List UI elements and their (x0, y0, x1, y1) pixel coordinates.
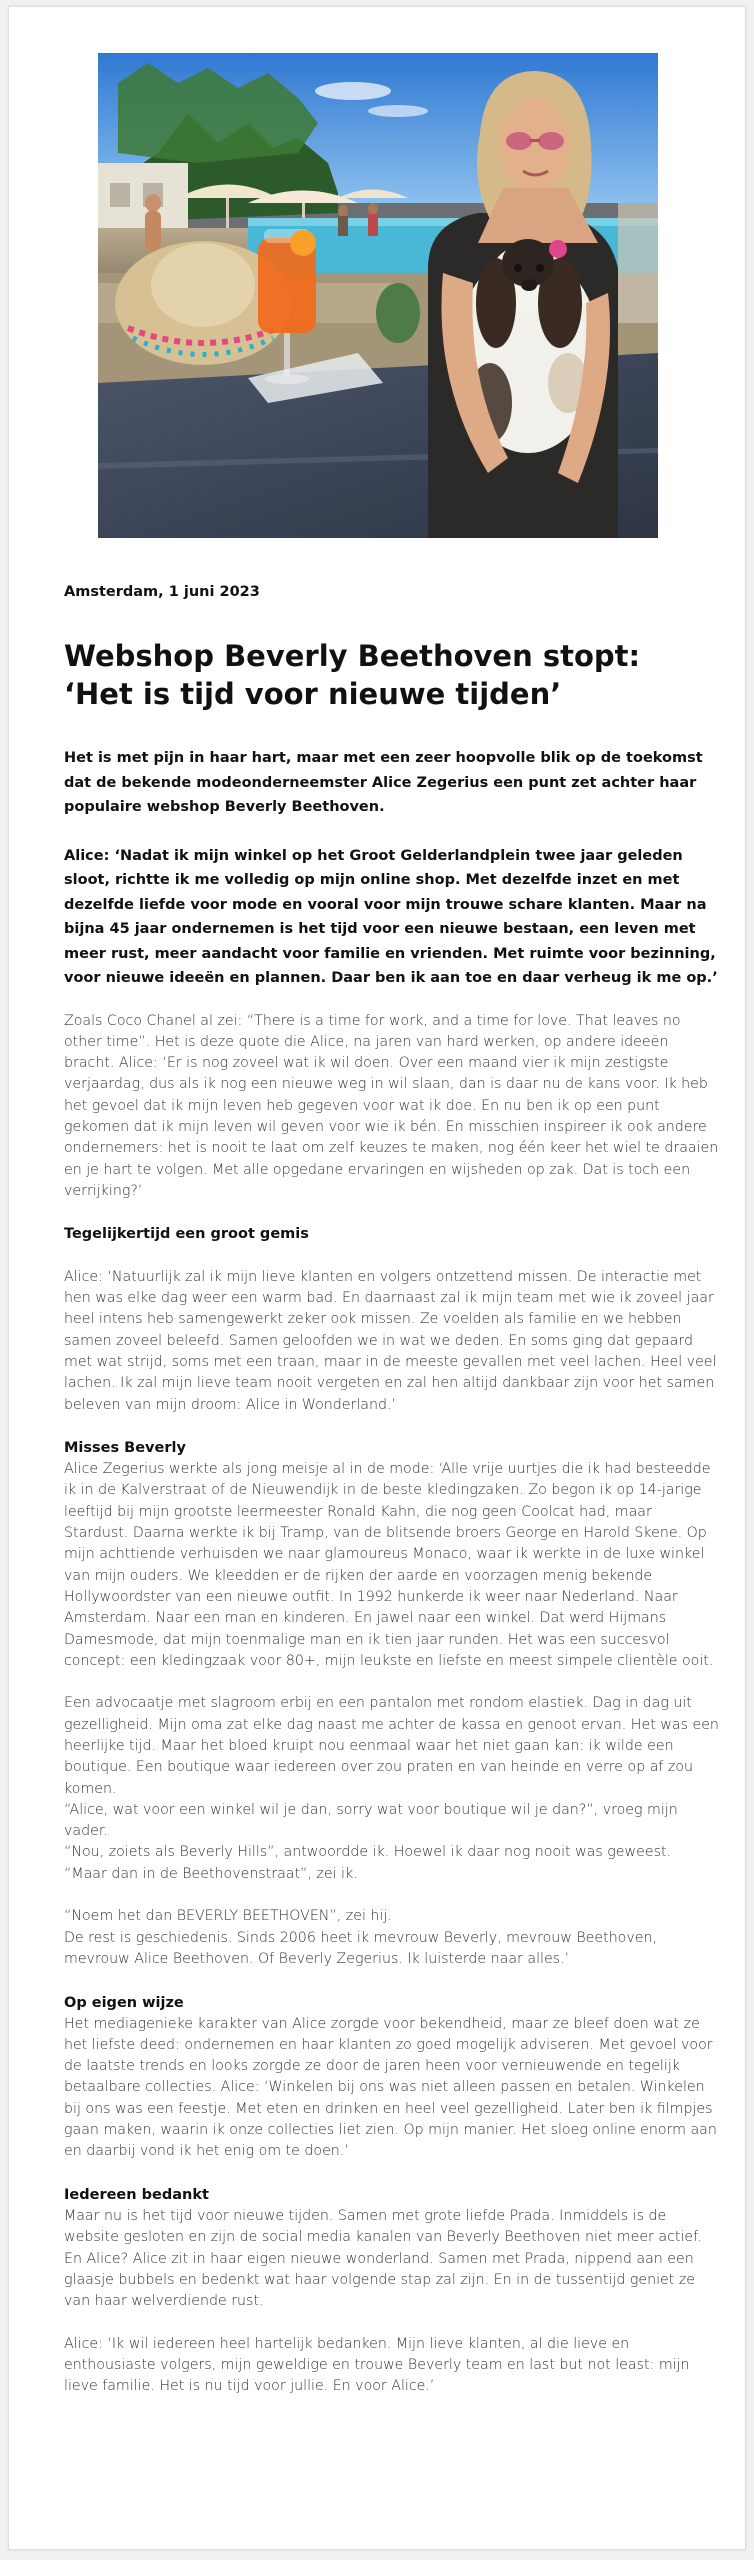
dateline: Amsterdam, 1 juni 2023 (64, 584, 260, 600)
paragraph-5b: De rest is geschiedenis. Sinds 2006 heet ik mevrouw Beverly, mevrouw Beethoven, mevrouw Alice Beethoven. Of Beverly Zegerius. Ik luisterde naar alles.’ (64, 1929, 657, 1967)
paragraph-4-quote-3: “Maar dan in de Beethovenstraat”, zei ik. (64, 1865, 358, 1882)
hero-photo (98, 53, 658, 538)
article-card (8, 6, 746, 2550)
section-heading-misses-beverly: Misses Beverly (64, 1440, 186, 1457)
paragraph-4-quote-2: “Nou, zoiets als Beverly Hills”, antwoordde ik. Hoewel ik daar nog nooit was geweest. (64, 1844, 672, 1861)
paragraph-2: Alice: ‘Natuurlijk zal ik mijn lieve klanten en volgers ontzettend missen. De interactie met hen was elke dag weer een warm bad. En daarnaast zal ik mijn team met wie ik zoveel jaar heel intens heb samengewerkt zeker ook missen. Ze voelden als familie en we hebben samen zoveel beleefd. Samen geloofden we in wat we deden. En soms ging dat gepaard met wat strijd, soms met een traan, maar in de meeste gevallen met veel lachen. Heel veel lachen. Ik zal mijn lieve team nooit vergeten en zal hen altijd dankbaar zijn voor het samen beleven van mijn droom: Alice in Wonderland.’ (64, 1268, 717, 1413)
lead-paragraph-1: Het is met pijn in haar hart, maar met een zeer hoopvolle blik op de toekomst dat de bekende modeonderneemster Alice Zegerius een punt zet achter haar populaire webshop Beverly Beethoven. (64, 750, 703, 815)
lead-paragraph-2: Alice: ‘Nadat ik mijn winkel op het Groot Gelderlandplein twee jaar geleden sloot, richtte ik me volledig op mijn online shop. Met dezelfde inzet en met dezelfde liefde voor mode en vooral voor mijn trouwe schare klanten. Maar na bijna 45 jaar ondernemen is het tijd voor een nieuwe bestaan, een leven met meer rust, meer aandacht voor familie en vrienden. Met ruimte voor bezinning, voor nieuwe ideeën en plannen. Daar ben ik aan toe en daar verheug ik me op.’ (64, 847, 718, 986)
paragraph-5: “Noem het dan BEVERLY BEETHOVEN”, zei hij. (64, 1908, 392, 1925)
section-heading-iedereen-bedankt: Iedereen bedankt (64, 2186, 209, 2203)
title-line-1: Webshop Beverly Beethoven stopt: (64, 639, 641, 673)
paragraph-3: Alice Zegerius werkte als jong meisje al in de mode: ‘Alle vrije uurtjes die ik had besteedde ik in de Kalverstraat of de Nieuwendijk in de beste kledingzaken. Zo begon ik op 14-jarige leeftijd bij mijn grootste leermeester Ronald Kahn, die nog geen Coolcat had, maar Stardust. Daarna werkte ik bij Tramp, van de blitsende broers George en Harold Skene. Op mijn achttiende verhuisden we naar glamoureus Monaco, waar ik werkte in de luxe winkel van mijn ouders. We kleedden er de rijken der aarde en voorzagen menig bekende Hollywoordster van een nieuwe outfit. In 1992 hunkerde ik weer naar Nederland. Naar Amsterdam. Naar een man en kinderen. En jawel naar een winkel. Dat werd Hijmans Damesmode, dat mijn toenmalige man en ik tien jaar runden. Het was een succesvol concept: een kledingzaak voor 80+, mijn leukste en liefste en meest simpele clientèle ooit. (64, 1461, 714, 1669)
paragraph-8: Alice: ‘Ik wil iedereen heel hartelijk bedanken. Mijn lieve klanten, al die lieve en enthousiaste volgers, mijn geweldige en trouwe Beverly team en last but not least: mijn lieve familie. Het is nu tijd voor jullie. En voor Alice.’ (64, 2335, 690, 2395)
paragraph-7: Maar nu is het tijd voor nieuwe tijden. Samen met grote liefde Prada. Inmiddels is de website gesloten en zijn de social media kanalen van Beverly Beethoven niet meer actief. En Alice? Alice zit in haar eigen nieuwe wonderland. Samen met Prada, nippend aan een glaasje bubbels en bedenkt wat haar volgende stap zal zijn. En in de tussentijd geniet ze van haar welverdiende rust. (64, 2207, 702, 2310)
paragraph-4: Een advocaatje met slagroom erbij en een pantalon met rondom elastiek. Dag in dag uit gezelligheid. Mijn oma zat elke dag naast me achter de kassa en genoot ervan. Het was een heerlijke tijd. Maar het bloed kruipt nou eenmaal waar het niet gaan kan: ik wilde een boutique. Een boutique waar iedereen over zou praten en van heinde en verre op af zou komen. (64, 1695, 719, 1797)
section-heading-gemis: Tegelijkertijd een groot gemis (64, 1226, 309, 1243)
article-title (64, 637, 719, 713)
article-body (64, 581, 719, 2419)
section-heading-op-eigen-wijze: Op eigen wijze (64, 1994, 184, 2011)
paragraph-4-quote-1: “Alice, wat voor een winkel wil je dan, sorry wat voor boutique wil je dan?”, vroeg mijn vader. (64, 1801, 678, 1840)
paragraph-6: Het mediagenieke karakter van Alice zorgde voor bekendheid, maar ze bleef doen wat ze het liefste deed: ondernemen en haar klanten zo goed mogelijk adviseren. Met gevoel voor de laatste trends en looks zorgde ze door de jaren heen voor vernieuwende en tegelijk betaalbare collecties. Alice: ‘Winkelen bij ons was niet alleen passen en betalen. Winkelen bij ons was een feestje. Met eten en drinken en heel veel gezelligheid. Later ben ik filmpjes gaan maken, waarin ik onze collecties liet zien. Op mijn manier. Het sloeg online enorm aan en daarbij vond ik het enig om te doen.’ (64, 2015, 717, 2160)
title-line-2: ‘Het is tijd voor nieuwe tijden’ (64, 677, 562, 711)
paragraph-1: Zoals Coco Chanel al zei: “There is a time for work, and a time for love. That leaves no other time”. Het is deze quote die Alice, na jaren van hard werken, op andere ideeën bracht. Alice: ‘Er is nog zoveel wat ik wil doen. Over een maand vier ik mijn zestigste verjaardag, dus als ik nog een nieuwe weg in wil slaan, dan is daar nu de kans voor. Ik heb het gevoel dat ik mijn leven heb gegeven voor wat ik doe. En nu ben ik op een punt gekomen dat ik mijn leven wil geven voor wie ik bén. En misschien inspireer ik ook andere ondernemers: het is nooit te laat om zelf keuzes te maken, nog één keer het wiel te draaien en je hart te volgen. Met alle opgedane ervaringen en wijsheden op zak. Dat is toch een verrijking?’ (64, 1012, 719, 1199)
hero-photo-illustration (98, 53, 658, 538)
